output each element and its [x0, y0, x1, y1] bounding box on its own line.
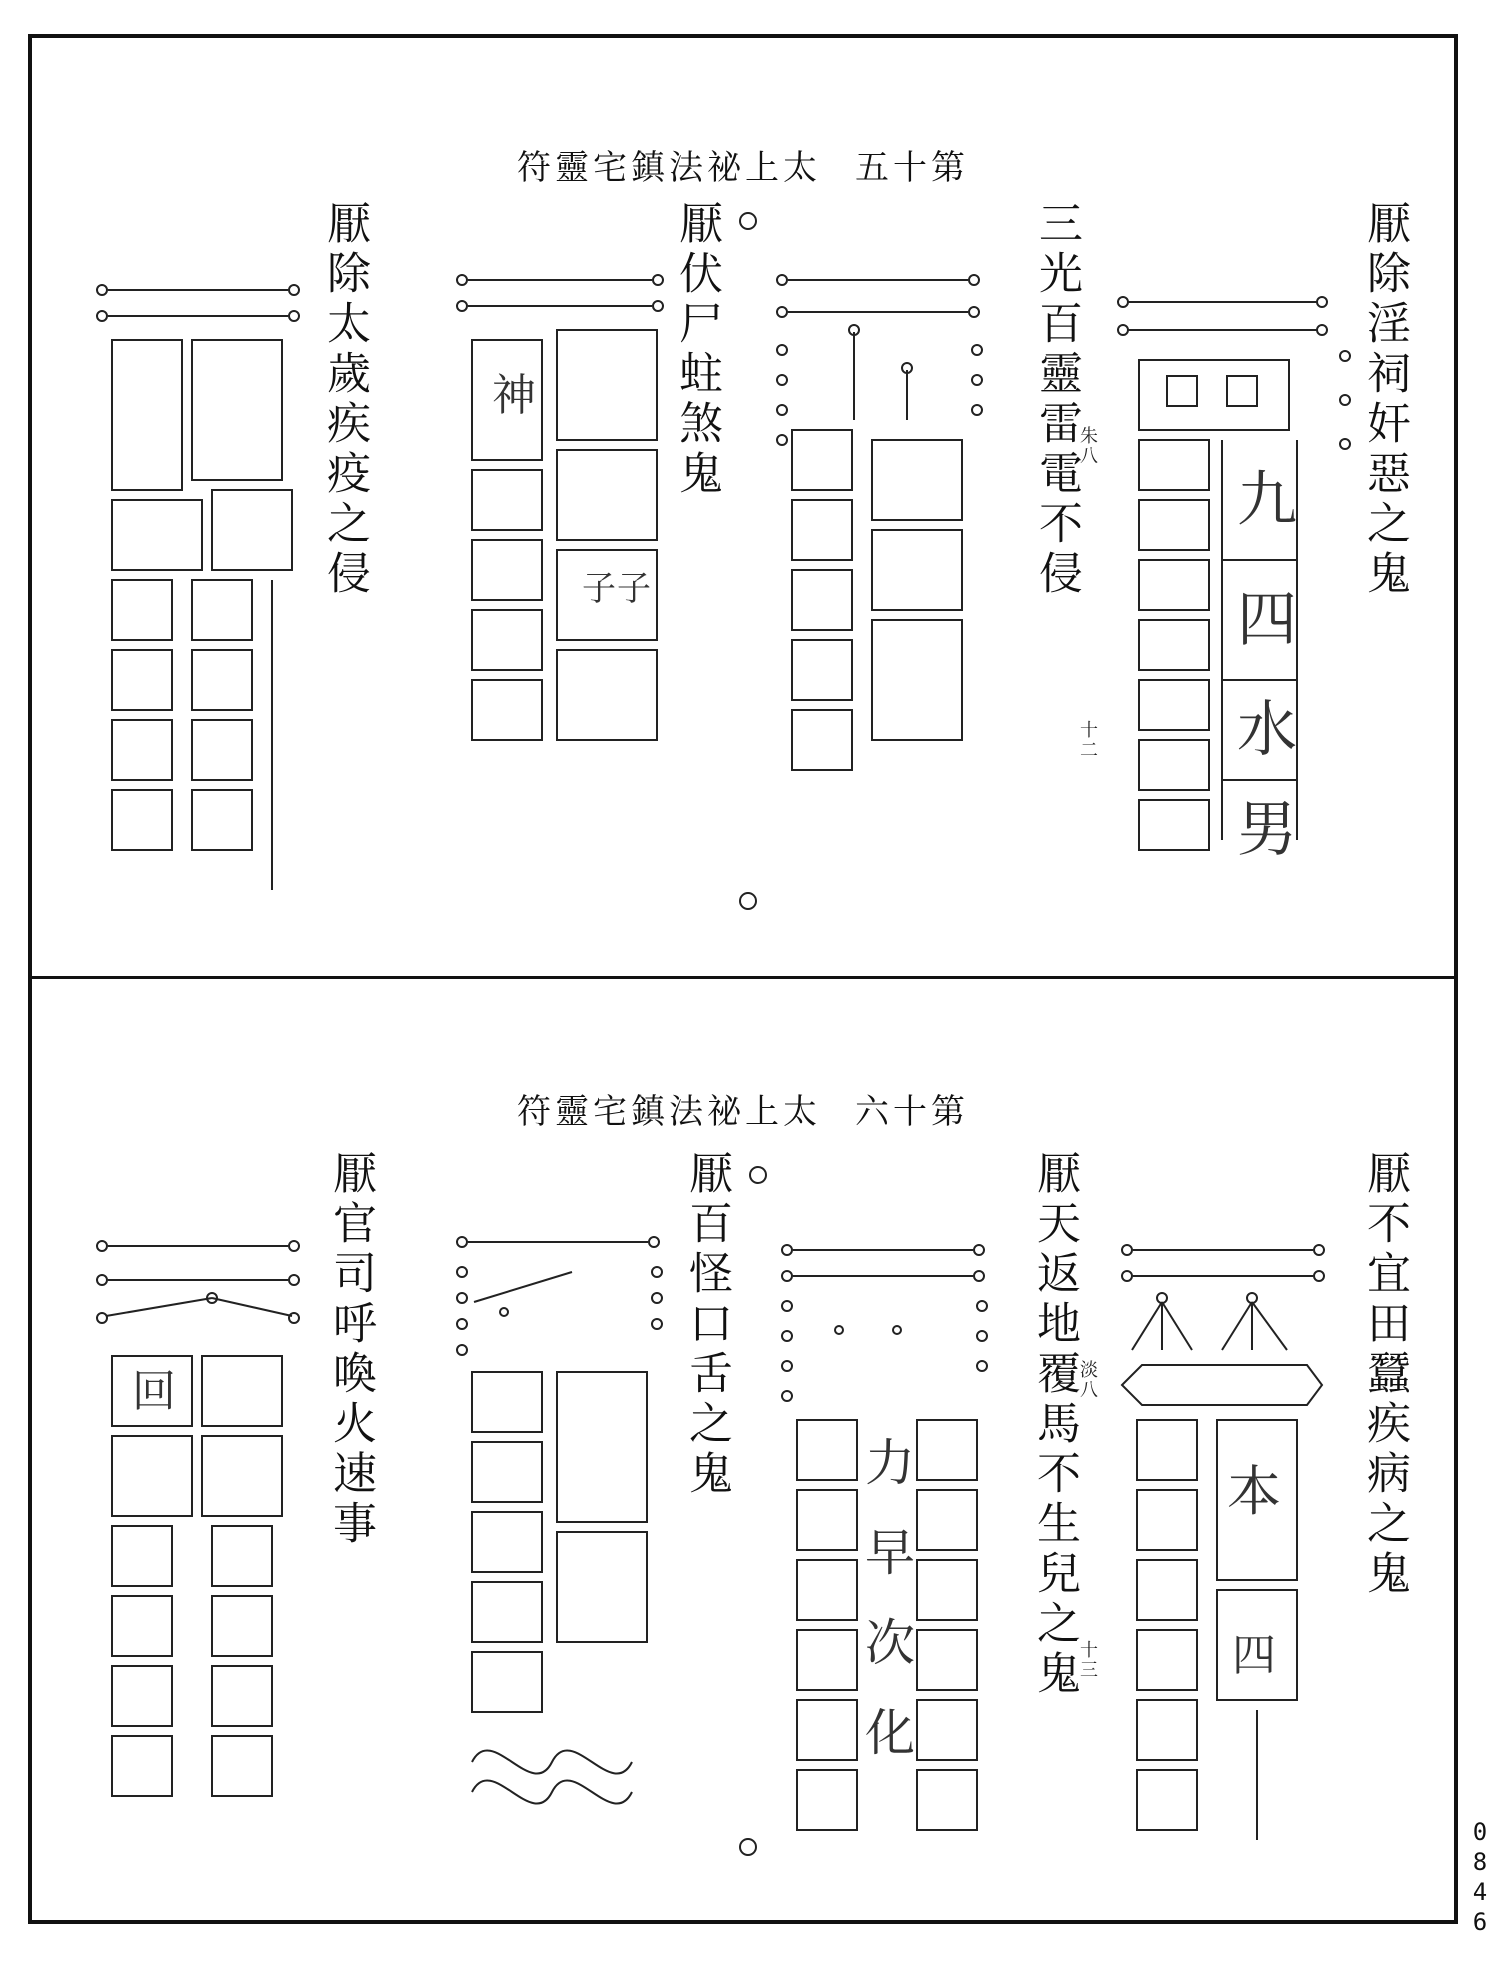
bottom-caption-3: 厭百怪口舌之鬼 — [681, 1150, 732, 1500]
glyph: 早 — [865, 1524, 915, 1582]
talisman-6 — [777, 1250, 1007, 1874]
top-header — [32, 140, 1454, 189]
talisman-1 — [1117, 280, 1367, 884]
talisman-3 — [452, 280, 682, 884]
glyph: 化 — [865, 1704, 915, 1762]
page-divider — [28, 976, 1458, 979]
talisman-2 — [772, 280, 1012, 884]
glyph: 子 — [582, 569, 616, 609]
talisman-6-drawing — [777, 1250, 1007, 1870]
page-number: 0846 — [1466, 1818, 1494, 1938]
top-caption-2: 三光百靈雷電不侵 — [1031, 200, 1082, 600]
top-caption-4: 厭除太歲疾疫之侵 — [319, 200, 370, 600]
talisman-1-drawing — [1117, 280, 1367, 880]
bottom-header-number: 第十六 — [855, 1092, 969, 1132]
talisman-4 — [92, 290, 322, 914]
glyph: 力 — [865, 1434, 915, 1492]
top-panel — [32, 40, 1454, 974]
top-header-title: 太上祕法鎮宅靈符 — [517, 148, 821, 188]
glyph: 次 — [865, 1614, 915, 1672]
bottom-panel — [32, 980, 1454, 1920]
circle-mark — [749, 1166, 767, 1184]
bottom-caption-2: 厭天返地覆馬不生兒之鬼 — [1029, 1150, 1080, 1700]
glyph: 水 — [1237, 695, 1297, 765]
glyph: 子 — [617, 569, 651, 609]
circle-mark — [739, 212, 757, 230]
bottom-header — [32, 1084, 1454, 1133]
bottom-header-title: 太上祕法鎮宅靈符 — [517, 1092, 821, 1132]
talisman-3-drawing — [452, 280, 682, 880]
glyph: 回 — [132, 1366, 176, 1417]
bottom-note-2: 十三 — [1077, 1640, 1098, 1680]
top-note-1: 朱八 — [1077, 426, 1098, 466]
glyph: 男 — [1237, 795, 1297, 865]
circle-mark — [739, 892, 757, 910]
top-caption-1: 厭除淫祠奸惡之鬼 — [1359, 200, 1410, 600]
talisman-4-drawing — [92, 290, 322, 910]
talisman-8 — [92, 1246, 322, 1850]
talisman-7-drawing — [452, 1242, 692, 1862]
glyph: 神 — [492, 370, 536, 421]
talisman-5-drawing — [1117, 1250, 1357, 1850]
talisman-8-drawing — [92, 1246, 322, 1846]
top-caption-3: 厭伏尸蛀煞鬼 — [671, 200, 722, 500]
glyph: 本 — [1227, 1460, 1281, 1523]
bottom-caption-1: 厭不宜田蠶疾病之鬼 — [1359, 1150, 1410, 1600]
talisman-5 — [1117, 1250, 1357, 1854]
talisman-7 — [452, 1242, 692, 1866]
glyph: 四 — [1232, 1630, 1276, 1681]
bottom-caption-4: 厭官司呼喚火速事 — [325, 1150, 376, 1550]
circle-mark — [739, 1838, 757, 1856]
glyph: 九 — [1237, 465, 1297, 535]
top-header-number: 第十五 — [855, 148, 969, 188]
talisman-2-drawing — [772, 280, 1012, 880]
top-note-2: 十二 — [1077, 720, 1098, 760]
glyph: 四 — [1237, 585, 1297, 655]
bottom-note-1: 淡八 — [1077, 1360, 1098, 1400]
